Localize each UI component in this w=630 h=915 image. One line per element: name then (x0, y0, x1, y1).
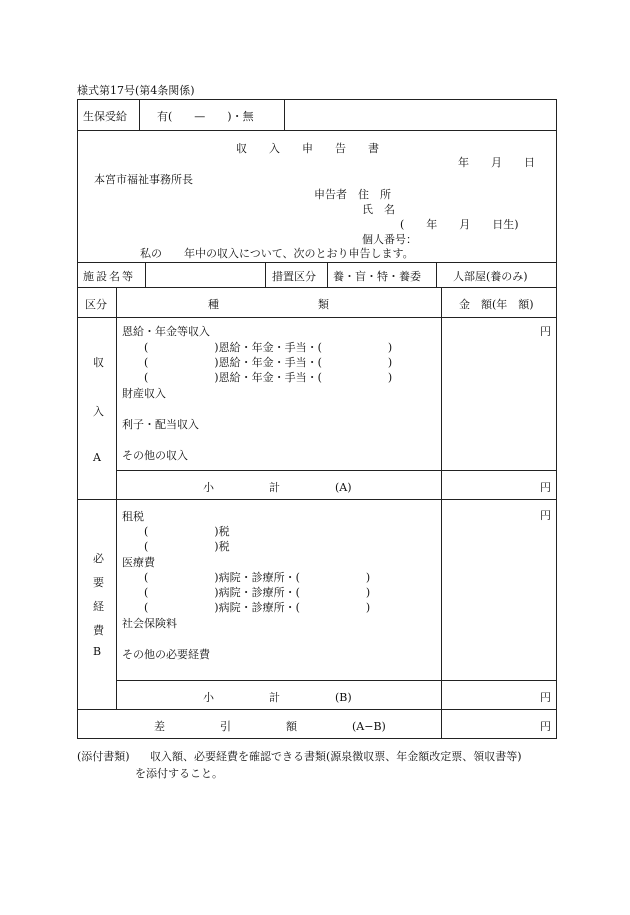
income-subtotal-label: 小 計 (A) (203, 481, 352, 494)
expense-subtotal-currency: 円 (540, 691, 551, 704)
expense-item: 社会保険料 (122, 617, 177, 630)
income-item: 利子・配当収入 (122, 418, 199, 431)
header-kind: 種 類 (208, 298, 329, 311)
expense-item[interactable]: ( )病院・診療所・( ) (144, 586, 371, 599)
expense-item: 医療費 (122, 556, 155, 569)
income-currency: 円 (540, 325, 551, 338)
income-label-3: A (93, 451, 101, 464)
birth-date-line[interactable]: ( 年 月 日生) (400, 218, 519, 231)
expense-item: その他の必要経費 (122, 648, 210, 661)
date-line[interactable]: 年 月 日 (458, 156, 535, 169)
difference-label: 差 引 額 (A−B) (154, 720, 386, 733)
attachments-line-1: 収入額、必要経費を確認できる書類(源泉徴収票、年金額改定票、領収書等) (150, 750, 522, 763)
applicant-name-label: 氏 名 (362, 203, 395, 216)
income-label-1: 収 (93, 356, 104, 369)
welfare-value[interactable]: 有( — )・無 (157, 110, 254, 123)
individual-number-label: 個人番号： (362, 233, 417, 246)
facility-label: 施設名等 (83, 270, 135, 283)
expense-item[interactable]: ( )病院・診療所・( ) (144, 601, 371, 614)
header-amount: 金 額(年 額) (459, 298, 534, 311)
room-label: 人部屋(養のみ) (453, 270, 528, 283)
welfare-label: 生保受給 (83, 110, 127, 123)
expense-currency: 円 (540, 509, 551, 522)
statement: 私の 年中の収入について、次のとおり申告します。 (140, 247, 414, 260)
applicant-address-label: 申告者 住 所 (314, 188, 391, 201)
addressee: 本宮市福祉事務所長 (94, 173, 193, 186)
expense-item[interactable]: ( )税 (144, 540, 230, 553)
expense-label-1: 必 (93, 552, 104, 565)
income-item: 恩給・年金等収入 (122, 325, 210, 338)
income-item[interactable]: ( )恩給・年金・手当・( ) (144, 371, 393, 384)
expense-label-5: B (93, 645, 102, 658)
income-item: 財産収入 (122, 387, 166, 400)
expense-subtotal-label: 小 計 (B) (203, 691, 352, 704)
income-subtotal-currency: 円 (540, 481, 551, 494)
income-label-2: 入 (93, 405, 104, 418)
welfare-row (77, 99, 557, 130)
measure-label: 措置区分 (272, 270, 316, 283)
expense-item: 租税 (122, 510, 144, 523)
expense-item[interactable]: ( )税 (144, 525, 230, 538)
attachments-label: (添付書類) (77, 750, 130, 763)
expense-label-3: 経 (93, 600, 104, 613)
income-item: その他の収入 (122, 449, 188, 462)
measure-options[interactable]: 養・盲・特・養委 (333, 270, 421, 283)
income-item[interactable]: ( )恩給・年金・手当・( ) (144, 341, 393, 354)
attachments-line-2: を添付すること。 (135, 767, 223, 780)
expense-label-2: 要 (93, 576, 104, 589)
header-category: 区分 (85, 298, 107, 311)
expense-item[interactable]: ( )病院・診療所・( ) (144, 571, 371, 584)
income-item[interactable]: ( )恩給・年金・手当・( ) (144, 356, 393, 369)
difference-currency: 円 (540, 720, 551, 733)
form-number: 様式第17号(第4条関係) (77, 84, 195, 97)
expense-label-4: 費 (93, 624, 104, 637)
document-title: 収 入 申 告 書 (236, 142, 379, 155)
